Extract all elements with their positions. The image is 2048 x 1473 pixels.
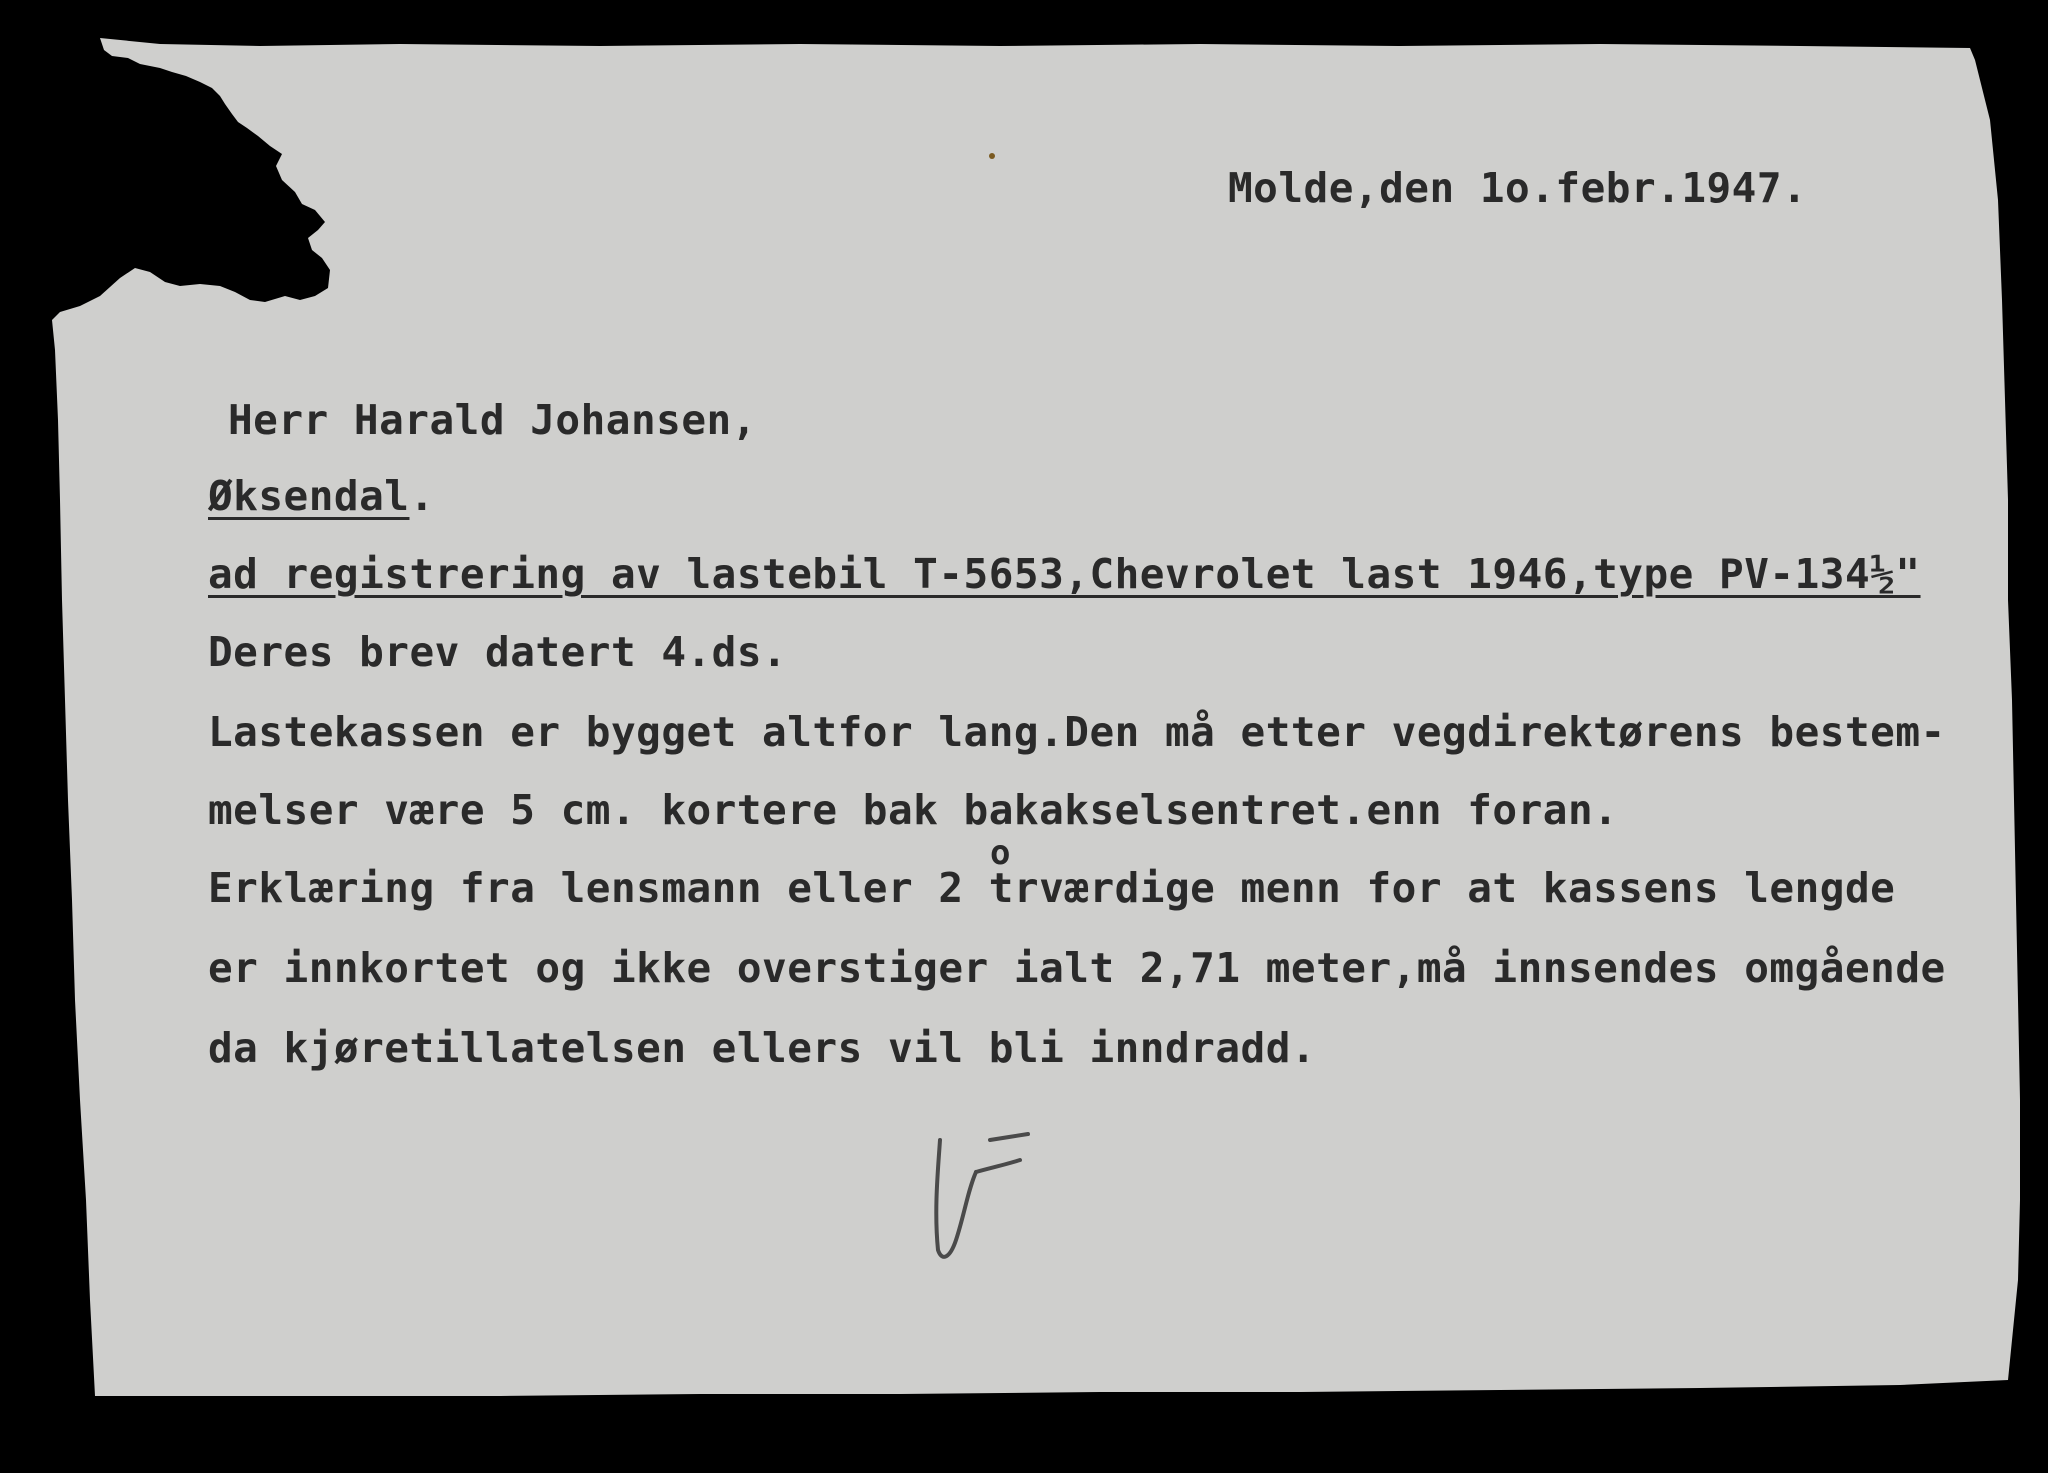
body-line: er innkortet og ikke overstiger ialt 2,71 meter,må innsendes omgående [208,944,1946,992]
body-line: melser være 5 cm. kortere bak bakakselsentret.enn foran. [208,786,1619,834]
recipient-place-period: . [409,472,435,520]
paper-speck [989,153,995,159]
handwritten-correction-mark: o [990,833,1011,873]
recipient-name: Herr Harald Johansen, [228,396,757,444]
body-line: da kjøretillatelsen ellers vil bli inndradd. [208,1024,1317,1072]
recipient-place: Øksendal [208,472,410,520]
handwritten-initials-signature [920,1120,1080,1270]
subject-line: ad registrering av lastebil T-5653,Chevrolet last 1946,type PV-134½" [208,550,1921,598]
reference-line: Deres brev datert 4.ds. [208,628,788,676]
recipient-place-line [208,472,435,520]
body-line: Erklæring fra lensmann eller 2 trværdige menn for at kassens lengde [208,864,1896,912]
date-line: Molde,den 1o.febr.1947. [1228,164,1808,212]
body-line: Lastekassen er bygget altfor lang.Den må etter vegdirektørens bestem- [208,708,1946,756]
